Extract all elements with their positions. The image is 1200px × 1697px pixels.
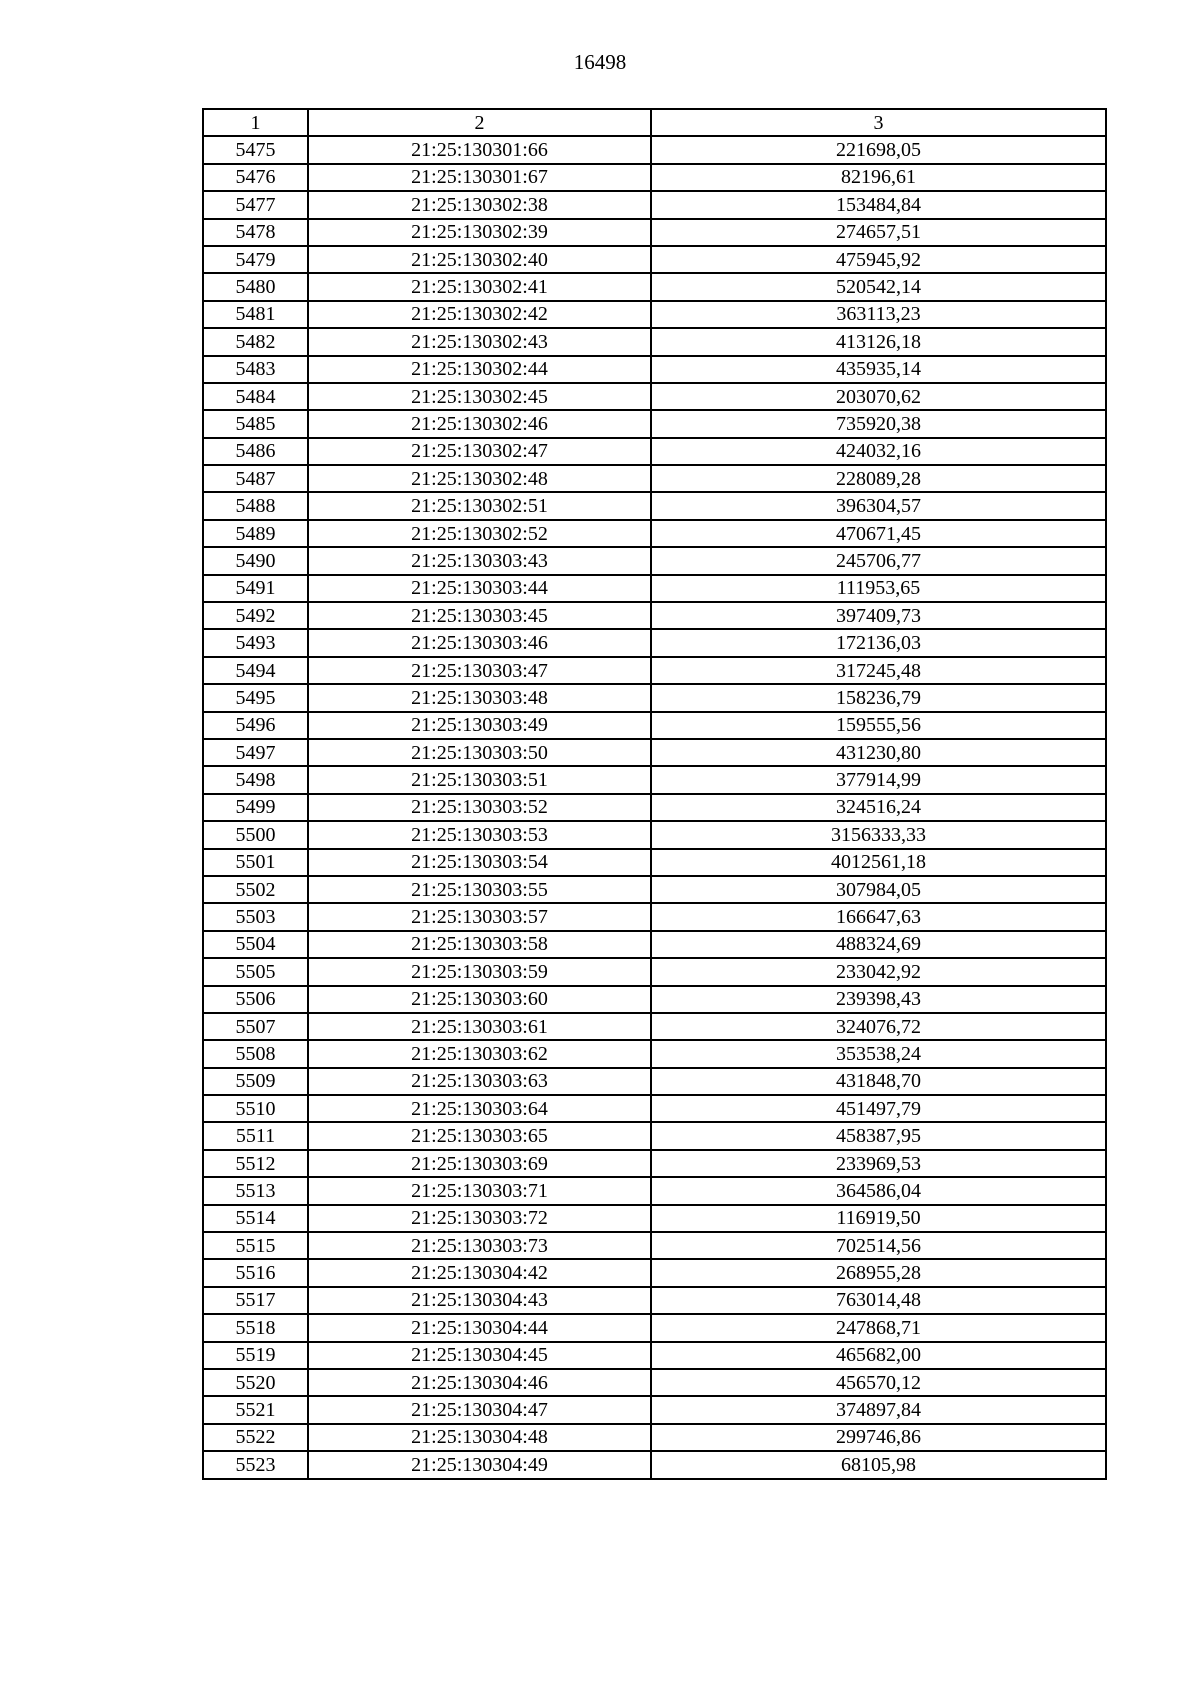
row-number-cell: 5490 xyxy=(203,547,308,574)
row-number-cell: 5508 xyxy=(203,1040,308,1067)
row-number-cell: 5480 xyxy=(203,273,308,300)
value-cell: 4012561,18 xyxy=(651,849,1106,876)
cadastral-number-cell: 21:25:130303:64 xyxy=(308,1095,651,1122)
table-row xyxy=(203,1068,1106,1095)
cadastral-number-cell: 21:25:130304:49 xyxy=(308,1451,651,1478)
row-number-cell: 5517 xyxy=(203,1287,308,1314)
table-row xyxy=(203,986,1106,1013)
table-row xyxy=(203,1342,1106,1369)
row-number-cell: 5520 xyxy=(203,1369,308,1396)
row-number-cell: 5499 xyxy=(203,794,308,821)
cadastral-number-cell: 21:25:130303:58 xyxy=(308,931,651,958)
row-number-cell: 5518 xyxy=(203,1314,308,1341)
value-cell: 166647,63 xyxy=(651,903,1106,930)
value-cell: 458387,95 xyxy=(651,1122,1106,1149)
value-cell: 702514,56 xyxy=(651,1232,1106,1259)
cadastral-number-cell: 21:25:130301:67 xyxy=(308,164,651,191)
table-row xyxy=(203,629,1106,656)
cadastral-number-cell: 21:25:130303:71 xyxy=(308,1177,651,1204)
row-number-cell: 5494 xyxy=(203,657,308,684)
value-cell: 520542,14 xyxy=(651,273,1106,300)
table-row xyxy=(203,1122,1106,1149)
cadastral-number-cell: 21:25:130304:44 xyxy=(308,1314,651,1341)
table-row xyxy=(203,219,1106,246)
value-cell: 307984,05 xyxy=(651,876,1106,903)
table-row xyxy=(203,1013,1106,1040)
cadastral-number-cell: 21:25:130303:59 xyxy=(308,958,651,985)
cadastral-number-cell: 21:25:130303:62 xyxy=(308,1040,651,1067)
value-cell: 324076,72 xyxy=(651,1013,1106,1040)
table-row xyxy=(203,794,1106,821)
table-row xyxy=(203,1424,1106,1451)
table-row xyxy=(203,1451,1106,1478)
value-cell: 413126,18 xyxy=(651,328,1106,355)
table-row xyxy=(203,1232,1106,1259)
value-cell: 158236,79 xyxy=(651,684,1106,711)
row-number-cell: 5515 xyxy=(203,1232,308,1259)
row-number-cell: 5476 xyxy=(203,164,308,191)
table-row xyxy=(203,438,1106,465)
value-cell: 424032,16 xyxy=(651,438,1106,465)
cadastral-number-cell: 21:25:130303:63 xyxy=(308,1068,651,1095)
cadastral-number-cell: 21:25:130302:44 xyxy=(308,356,651,383)
row-number-cell: 5503 xyxy=(203,903,308,930)
value-cell: 153484,84 xyxy=(651,191,1106,218)
table-row xyxy=(203,520,1106,547)
row-number-cell: 5475 xyxy=(203,136,308,163)
value-cell: 363113,23 xyxy=(651,301,1106,328)
row-number-cell: 5516 xyxy=(203,1259,308,1286)
cadastral-number-cell: 21:25:130302:51 xyxy=(308,492,651,519)
cadastral-number-cell: 21:25:130303:55 xyxy=(308,876,651,903)
row-number-cell: 5511 xyxy=(203,1122,308,1149)
value-cell: 377914,99 xyxy=(651,766,1106,793)
column-header-1: 1 xyxy=(203,109,308,136)
table-row xyxy=(203,328,1106,355)
cadastral-number-cell: 21:25:130302:42 xyxy=(308,301,651,328)
row-number-cell: 5496 xyxy=(203,712,308,739)
value-cell: 245706,77 xyxy=(651,547,1106,574)
value-cell: 435935,14 xyxy=(651,356,1106,383)
row-number-cell: 5519 xyxy=(203,1342,308,1369)
value-cell: 3156333,33 xyxy=(651,821,1106,848)
table-row xyxy=(203,876,1106,903)
cadastral-number-cell: 21:25:130303:57 xyxy=(308,903,651,930)
value-cell: 274657,51 xyxy=(651,219,1106,246)
column-header-2: 2 xyxy=(308,109,651,136)
value-cell: 488324,69 xyxy=(651,931,1106,958)
table-row xyxy=(203,273,1106,300)
row-number-cell: 5495 xyxy=(203,684,308,711)
cadastral-number-cell: 21:25:130303:48 xyxy=(308,684,651,711)
table-row xyxy=(203,492,1106,519)
value-cell: 465682,00 xyxy=(651,1342,1106,1369)
value-cell: 221698,05 xyxy=(651,136,1106,163)
table-row xyxy=(203,931,1106,958)
value-cell: 299746,86 xyxy=(651,1424,1106,1451)
value-cell: 239398,43 xyxy=(651,986,1106,1013)
data-table xyxy=(202,108,1107,1480)
cadastral-number-cell: 21:25:130304:46 xyxy=(308,1369,651,1396)
value-cell: 317245,48 xyxy=(651,657,1106,684)
table-row xyxy=(203,766,1106,793)
row-number-cell: 5479 xyxy=(203,246,308,273)
column-header-3: 3 xyxy=(651,109,1106,136)
table-row xyxy=(203,1095,1106,1122)
table-row xyxy=(203,1040,1106,1067)
cadastral-number-cell: 21:25:130303:51 xyxy=(308,766,651,793)
cadastral-number-cell: 21:25:130302:38 xyxy=(308,191,651,218)
table-row xyxy=(203,657,1106,684)
table-row xyxy=(203,1369,1106,1396)
cadastral-number-cell: 21:25:130302:48 xyxy=(308,465,651,492)
row-number-cell: 5477 xyxy=(203,191,308,218)
table-row xyxy=(203,136,1106,163)
cadastral-number-cell: 21:25:130304:47 xyxy=(308,1396,651,1423)
cadastral-number-cell: 21:25:130304:43 xyxy=(308,1287,651,1314)
cadastral-number-cell: 21:25:130302:45 xyxy=(308,383,651,410)
cadastral-number-cell: 21:25:130302:47 xyxy=(308,438,651,465)
row-number-cell: 5491 xyxy=(203,575,308,602)
cadastral-number-cell: 21:25:130304:48 xyxy=(308,1424,651,1451)
table-row xyxy=(203,1177,1106,1204)
value-cell: 364586,04 xyxy=(651,1177,1106,1204)
cadastral-number-cell: 21:25:130303:43 xyxy=(308,547,651,574)
table-row xyxy=(203,164,1106,191)
table-row xyxy=(203,301,1106,328)
table-row xyxy=(203,684,1106,711)
row-number-cell: 5510 xyxy=(203,1095,308,1122)
cadastral-number-cell: 21:25:130303:60 xyxy=(308,986,651,1013)
row-number-cell: 5513 xyxy=(203,1177,308,1204)
row-number-cell: 5504 xyxy=(203,931,308,958)
value-cell: 228089,28 xyxy=(651,465,1106,492)
row-number-cell: 5492 xyxy=(203,602,308,629)
table-row xyxy=(203,575,1106,602)
value-cell: 111953,65 xyxy=(651,575,1106,602)
row-number-cell: 5507 xyxy=(203,1013,308,1040)
row-number-cell: 5481 xyxy=(203,301,308,328)
table-row xyxy=(203,356,1106,383)
table-row xyxy=(203,1396,1106,1423)
cadastral-number-cell: 21:25:130302:43 xyxy=(308,328,651,355)
value-cell: 397409,73 xyxy=(651,602,1106,629)
cadastral-number-cell: 21:25:130302:52 xyxy=(308,520,651,547)
cadastral-number-cell: 21:25:130303:54 xyxy=(308,849,651,876)
value-cell: 172136,03 xyxy=(651,629,1106,656)
cadastral-number-cell: 21:25:130303:73 xyxy=(308,1232,651,1259)
row-number-cell: 5514 xyxy=(203,1205,308,1232)
cadastral-number-cell: 21:25:130301:66 xyxy=(308,136,651,163)
row-number-cell: 5484 xyxy=(203,383,308,410)
table-row xyxy=(203,465,1106,492)
cadastral-number-cell: 21:25:130303:46 xyxy=(308,629,651,656)
row-number-cell: 5506 xyxy=(203,986,308,1013)
row-number-cell: 5512 xyxy=(203,1150,308,1177)
row-number-cell: 5522 xyxy=(203,1424,308,1451)
value-cell: 451497,79 xyxy=(651,1095,1106,1122)
table-row xyxy=(203,903,1106,930)
value-cell: 396304,57 xyxy=(651,492,1106,519)
table-body xyxy=(203,136,1106,1478)
cadastral-number-cell: 21:25:130303:47 xyxy=(308,657,651,684)
value-cell: 268955,28 xyxy=(651,1259,1106,1286)
cadastral-number-cell: 21:25:130304:42 xyxy=(308,1259,651,1286)
cadastral-number-cell: 21:25:130303:61 xyxy=(308,1013,651,1040)
row-number-cell: 5497 xyxy=(203,739,308,766)
row-number-cell: 5493 xyxy=(203,629,308,656)
cadastral-number-cell: 21:25:130303:69 xyxy=(308,1150,651,1177)
cadastral-number-cell: 21:25:130303:65 xyxy=(308,1122,651,1149)
cadastral-number-cell: 21:25:130303:53 xyxy=(308,821,651,848)
value-cell: 470671,45 xyxy=(651,520,1106,547)
table-row xyxy=(203,1150,1106,1177)
cadastral-number-cell: 21:25:130302:41 xyxy=(308,273,651,300)
value-cell: 116919,50 xyxy=(651,1205,1106,1232)
row-number-cell: 5483 xyxy=(203,356,308,383)
value-cell: 233969,53 xyxy=(651,1150,1106,1177)
value-cell: 735920,38 xyxy=(651,410,1106,437)
value-cell: 431848,70 xyxy=(651,1068,1106,1095)
table-row xyxy=(203,602,1106,629)
row-number-cell: 5478 xyxy=(203,219,308,246)
row-number-cell: 5486 xyxy=(203,438,308,465)
value-cell: 431230,80 xyxy=(651,739,1106,766)
row-number-cell: 5488 xyxy=(203,492,308,519)
value-cell: 374897,84 xyxy=(651,1396,1106,1423)
cadastral-number-cell: 21:25:130302:46 xyxy=(308,410,651,437)
value-cell: 82196,61 xyxy=(651,164,1106,191)
table-row xyxy=(203,821,1106,848)
value-cell: 68105,98 xyxy=(651,1451,1106,1478)
value-cell: 475945,92 xyxy=(651,246,1106,273)
value-cell: 203070,62 xyxy=(651,383,1106,410)
row-number-cell: 5498 xyxy=(203,766,308,793)
table-row xyxy=(203,410,1106,437)
row-number-cell: 5521 xyxy=(203,1396,308,1423)
value-cell: 763014,48 xyxy=(651,1287,1106,1314)
row-number-cell: 5485 xyxy=(203,410,308,437)
value-cell: 456570,12 xyxy=(651,1369,1106,1396)
row-number-cell: 5487 xyxy=(203,465,308,492)
value-cell: 353538,24 xyxy=(651,1040,1106,1067)
cadastral-number-cell: 21:25:130303:49 xyxy=(308,712,651,739)
cadastral-number-cell: 21:25:130303:50 xyxy=(308,739,651,766)
row-number-cell: 5509 xyxy=(203,1068,308,1095)
table-row xyxy=(203,191,1106,218)
row-number-cell: 5502 xyxy=(203,876,308,903)
table-row xyxy=(203,1314,1106,1341)
table-row xyxy=(203,739,1106,766)
row-number-cell: 5489 xyxy=(203,520,308,547)
row-number-cell: 5505 xyxy=(203,958,308,985)
row-number-cell: 5482 xyxy=(203,328,308,355)
row-number-cell: 5501 xyxy=(203,849,308,876)
table-row xyxy=(203,712,1106,739)
row-number-cell: 5523 xyxy=(203,1451,308,1478)
table-row xyxy=(203,383,1106,410)
cadastral-number-cell: 21:25:130302:39 xyxy=(308,219,651,246)
table-row xyxy=(203,958,1106,985)
table-row xyxy=(203,1205,1106,1232)
cadastral-number-cell: 21:25:130303:72 xyxy=(308,1205,651,1232)
value-cell: 159555,56 xyxy=(651,712,1106,739)
row-number-cell: 5500 xyxy=(203,821,308,848)
value-cell: 233042,92 xyxy=(651,958,1106,985)
cadastral-number-cell: 21:25:130303:44 xyxy=(308,575,651,602)
cadastral-number-cell: 21:25:130302:40 xyxy=(308,246,651,273)
table-row xyxy=(203,547,1106,574)
table-row xyxy=(203,1287,1106,1314)
table-row xyxy=(203,849,1106,876)
table-header-row xyxy=(203,109,1106,136)
table-row xyxy=(203,1259,1106,1286)
page-number: 16498 xyxy=(573,50,627,74)
cadastral-number-cell: 21:25:130304:45 xyxy=(308,1342,651,1369)
value-cell: 324516,24 xyxy=(651,794,1106,821)
value-cell: 247868,71 xyxy=(651,1314,1106,1341)
cadastral-number-cell: 21:25:130303:52 xyxy=(308,794,651,821)
cadastral-number-cell: 21:25:130303:45 xyxy=(308,602,651,629)
table-row xyxy=(203,246,1106,273)
